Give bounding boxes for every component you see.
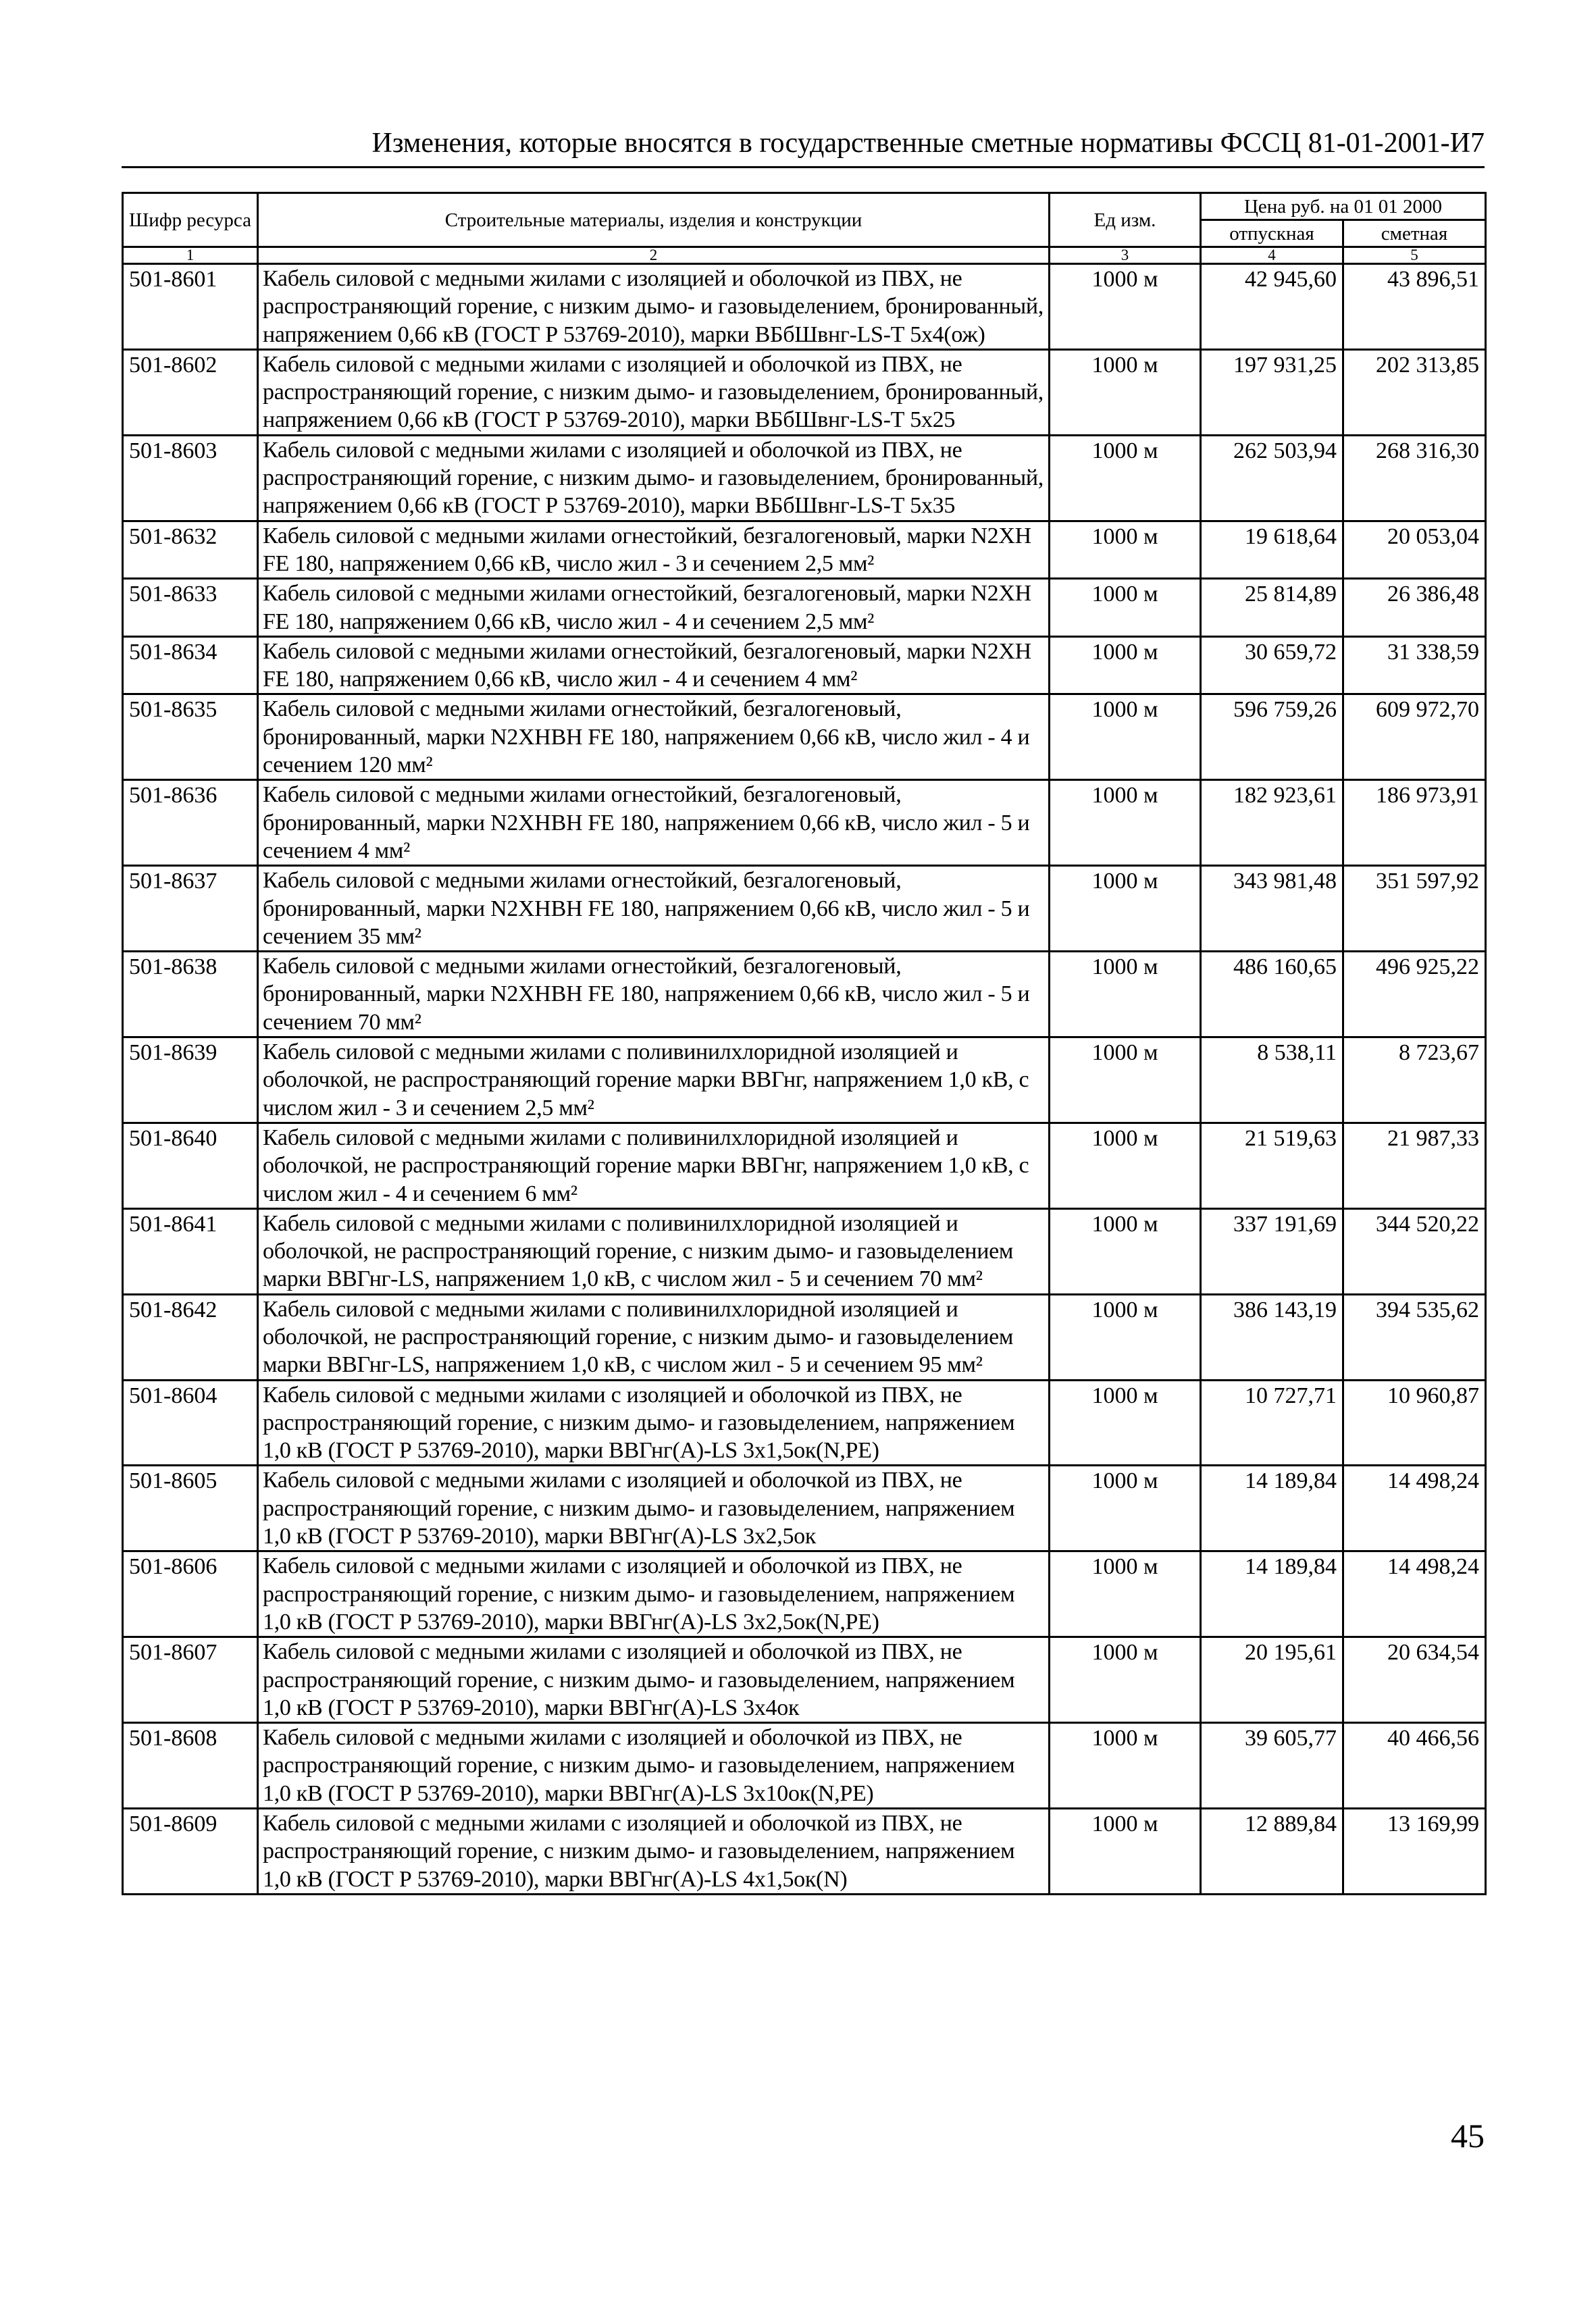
price-estimate: 394 535,62 bbox=[1343, 1294, 1486, 1380]
table-row bbox=[123, 1123, 1486, 1208]
unit-of-measure: 1000 м bbox=[1050, 1466, 1201, 1551]
col-header-price-release: отпускная bbox=[1201, 220, 1343, 247]
price-estimate: 20 053,04 bbox=[1343, 521, 1486, 579]
table-row bbox=[123, 1380, 1486, 1466]
unit-of-measure: 1000 м bbox=[1050, 1551, 1201, 1637]
resource-description: Кабель силовой с медными жилами с изоляцией и оболочкой из ПВХ, не распространяющий горение, с низким дымо- и газовыделением, бронированный, напряжением 0,66 кВ (ГОСТ Р 53769-2010), марки ВБбШвнг-LS-Т 5х25 bbox=[258, 349, 1050, 435]
resource-code: 501-8607 bbox=[123, 1637, 258, 1723]
resource-code: 501-8641 bbox=[123, 1208, 258, 1294]
col-number-2: 2 bbox=[258, 247, 1050, 264]
table-row bbox=[123, 866, 1486, 952]
table-row bbox=[123, 1208, 1486, 1294]
resource-description: Кабель силовой с медными жилами с поливинилхлоридной изоляцией и оболочкой, не распространяющий горение, с низким дымо- и газовыделением марки ВВГнг-LS, напряжением 1,0 кВ, с числом жил - 5 и сечением 70 мм² bbox=[258, 1208, 1050, 1294]
price-estimate: 14 498,24 bbox=[1343, 1466, 1486, 1551]
price-estimate: 43 896,51 bbox=[1343, 264, 1486, 350]
price-release: 14 189,84 bbox=[1201, 1551, 1343, 1637]
resource-code: 501-8602 bbox=[123, 349, 258, 435]
price-release: 262 503,94 bbox=[1201, 435, 1343, 521]
resource-description: Кабель силовой с медными жилами огнестойкий, безгалогеновый, бронированный, марки N2XHBH FE 180, напряжением 0,66 кВ, число жил - 5 и сечением 4 мм² bbox=[258, 780, 1050, 866]
table-row bbox=[123, 780, 1486, 866]
price-release: 39 605,77 bbox=[1201, 1723, 1343, 1809]
col-number-1: 1 bbox=[123, 247, 258, 264]
price-estimate: 344 520,22 bbox=[1343, 1208, 1486, 1294]
resource-description: Кабель силовой с медными жилами с изоляцией и оболочкой из ПВХ, не распространяющий горение, с низким дымо- и газовыделением, напряжением 1,0 кВ (ГОСТ Р 53769-2010), марки ВВГнг(А)-LS 3х10ок(N,PE) bbox=[258, 1723, 1050, 1809]
resource-code: 501-8638 bbox=[123, 952, 258, 1037]
price-estimate: 609 972,70 bbox=[1343, 694, 1486, 780]
price-estimate: 26 386,48 bbox=[1343, 579, 1486, 637]
price-release: 20 195,61 bbox=[1201, 1637, 1343, 1723]
table-row bbox=[123, 636, 1486, 694]
resource-price-table bbox=[122, 192, 1487, 1895]
table-row bbox=[123, 1037, 1486, 1123]
price-release: 197 931,25 bbox=[1201, 349, 1343, 435]
col-header-code: Шифр ресурса bbox=[123, 193, 258, 247]
price-release: 25 814,89 bbox=[1201, 579, 1343, 637]
col-header-price-group: Цена руб. на 01 01 2000 bbox=[1201, 193, 1486, 220]
resource-description: Кабель силовой с медными жилами с поливинилхлоридной изоляцией и оболочкой, не распространяющий горение, с низким дымо- и газовыделением марки ВВГнг-LS, напряжением 1,0 кВ, с числом жил - 5 и сечением 95 мм² bbox=[258, 1294, 1050, 1380]
unit-of-measure: 1000 м bbox=[1050, 1123, 1201, 1208]
col-number-3: 3 bbox=[1050, 247, 1201, 264]
price-release: 42 945,60 bbox=[1201, 264, 1343, 350]
unit-of-measure: 1000 м bbox=[1050, 1037, 1201, 1123]
resource-description: Кабель силовой с медными жилами огнестойкий, безгалогеновый, бронированный, марки N2XHBH FE 180, напряжением 0,66 кВ, число жил - 5 и сечением 70 мм² bbox=[258, 952, 1050, 1037]
table-row bbox=[123, 521, 1486, 579]
table-row bbox=[123, 579, 1486, 637]
price-release: 19 618,64 bbox=[1201, 521, 1343, 579]
resource-description: Кабель силовой с медными жилами с изоляцией и оболочкой из ПВХ, не распространяющий горение, с низким дымо- и газовыделением, бронированный, напряжением 0,66 кВ (ГОСТ Р 53769-2010), марки ВБбШвнг-LS-Т 5х4(ож) bbox=[258, 264, 1050, 350]
resource-code: 501-8637 bbox=[123, 866, 258, 952]
price-release: 182 923,61 bbox=[1201, 780, 1343, 866]
unit-of-measure: 1000 м bbox=[1050, 1637, 1201, 1723]
table-row bbox=[123, 264, 1486, 350]
resource-code: 501-8605 bbox=[123, 1466, 258, 1551]
resource-code: 501-8601 bbox=[123, 264, 258, 350]
table-row bbox=[123, 694, 1486, 780]
resource-code: 501-8632 bbox=[123, 521, 258, 579]
resource-description: Кабель силовой с медными жилами с поливинилхлоридной изоляцией и оболочкой, не распространяющий горение марки ВВГнг, напряжением 1,0 кВ, с числом жил - 4 и сечением 6 мм² bbox=[258, 1123, 1050, 1208]
unit-of-measure: 1000 м bbox=[1050, 1723, 1201, 1809]
resource-code: 501-8640 bbox=[123, 1123, 258, 1208]
resource-description: Кабель силовой с медными жилами огнестойкий, безгалогеновый, марки N2XH FE 180, напряжением 0,66 кВ, число жил - 4 и сечением 2,5 мм² bbox=[258, 579, 1050, 637]
table-row bbox=[123, 435, 1486, 521]
table-row bbox=[123, 1637, 1486, 1723]
price-estimate: 31 338,59 bbox=[1343, 636, 1486, 694]
resource-description: Кабель силовой с медными жилами огнестойкий, безгалогеновый, бронированный, марки N2XHBH FE 180, напряжением 0,66 кВ, число жил - 4 и сечением 120 мм² bbox=[258, 694, 1050, 780]
price-estimate: 202 313,85 bbox=[1343, 349, 1486, 435]
price-estimate: 21 987,33 bbox=[1343, 1123, 1486, 1208]
unit-of-measure: 1000 м bbox=[1050, 579, 1201, 637]
resource-code: 501-8633 bbox=[123, 579, 258, 637]
resource-description: Кабель силовой с медными жилами с изоляцией и оболочкой из ПВХ, не распространяющий горение, с низким дымо- и газовыделением, напряжением 1,0 кВ (ГОСТ Р 53769-2010), марки ВВГнг(А)-LS 3х4ок bbox=[258, 1637, 1050, 1723]
price-estimate: 186 973,91 bbox=[1343, 780, 1486, 866]
unit-of-measure: 1000 м bbox=[1050, 1294, 1201, 1380]
price-estimate: 351 597,92 bbox=[1343, 866, 1486, 952]
price-release: 386 143,19 bbox=[1201, 1294, 1343, 1380]
resource-description: Кабель силовой с медными жилами с изоляцией и оболочкой из ПВХ, не распространяющий горение, с низким дымо- и газовыделением, напряжением 1,0 кВ (ГОСТ Р 53769-2010), марки ВВГнг(А)-LS 4х1,5ок(N) bbox=[258, 1809, 1050, 1895]
price-estimate: 14 498,24 bbox=[1343, 1551, 1486, 1637]
resource-description: Кабель силовой с медными жилами с изоляцией и оболочкой из ПВХ, не распространяющий горение, с низким дымо- и газовыделением, напряжением 1,0 кВ (ГОСТ Р 53769-2010), марки ВВГнг(А)-LS 3х2,5ок bbox=[258, 1466, 1050, 1551]
price-release: 30 659,72 bbox=[1201, 636, 1343, 694]
col-number-4: 4 bbox=[1201, 247, 1343, 264]
resource-code: 501-8609 bbox=[123, 1809, 258, 1895]
table-row bbox=[123, 1294, 1486, 1380]
unit-of-measure: 1000 м bbox=[1050, 521, 1201, 579]
resource-description: Кабель силовой с медными жилами с изоляцией и оболочкой из ПВХ, не распространяющий горение, с низким дымо- и газовыделением, бронированный, напряжением 0,66 кВ (ГОСТ Р 53769-2010), марки ВБбШвнг-LS-Т 5х35 bbox=[258, 435, 1050, 521]
unit-of-measure: 1000 м bbox=[1050, 866, 1201, 952]
resource-description: Кабель силовой с медными жилами огнестойкий, безгалогеновый, марки N2XH FE 180, напряжением 0,66 кВ, число жил - 4 и сечением 4 мм² bbox=[258, 636, 1050, 694]
unit-of-measure: 1000 м bbox=[1050, 435, 1201, 521]
price-release: 14 189,84 bbox=[1201, 1466, 1343, 1551]
unit-of-measure: 1000 м bbox=[1050, 1809, 1201, 1895]
price-release: 10 727,71 bbox=[1201, 1380, 1343, 1466]
price-estimate: 20 634,54 bbox=[1343, 1637, 1486, 1723]
price-estimate: 8 723,67 bbox=[1343, 1037, 1486, 1123]
price-estimate: 13 169,99 bbox=[1343, 1809, 1486, 1895]
price-release: 596 759,26 bbox=[1201, 694, 1343, 780]
price-estimate: 496 925,22 bbox=[1343, 952, 1486, 1037]
resource-code: 501-8634 bbox=[123, 636, 258, 694]
resource-code: 501-8635 bbox=[123, 694, 258, 780]
resource-description: Кабель силовой с медными жилами с поливинилхлоридной изоляцией и оболочкой, не распространяющий горение марки ВВГнг, напряжением 1,0 кВ, с числом жил - 3 и сечением 2,5 мм² bbox=[258, 1037, 1050, 1123]
resource-description: Кабель силовой с медными жилами с изоляцией и оболочкой из ПВХ, не распространяющий горение, с низким дымо- и газовыделением, напряжением 1,0 кВ (ГОСТ Р 53769-2010), марки ВВГнг(А)-LS 3х1,5ок(N,PE) bbox=[258, 1380, 1050, 1466]
col-header-unit: Ед изм. bbox=[1050, 193, 1201, 247]
unit-of-measure: 1000 м bbox=[1050, 780, 1201, 866]
page-number: 45 bbox=[1451, 2117, 1485, 2155]
unit-of-measure: 1000 м bbox=[1050, 1208, 1201, 1294]
resource-code: 501-8639 bbox=[123, 1037, 258, 1123]
unit-of-measure: 1000 м bbox=[1050, 636, 1201, 694]
unit-of-measure: 1000 м bbox=[1050, 694, 1201, 780]
page-header-title: Изменения, которые вносятся в государственные сметные нормативы ФССЦ 81-01-2001-И7 bbox=[371, 128, 1485, 159]
unit-of-measure: 1000 м bbox=[1050, 1380, 1201, 1466]
table-row bbox=[123, 1466, 1486, 1551]
header-divider bbox=[122, 166, 1485, 168]
table-row bbox=[123, 1551, 1486, 1637]
price-release: 8 538,11 bbox=[1201, 1037, 1343, 1123]
unit-of-measure: 1000 м bbox=[1050, 349, 1201, 435]
price-estimate: 268 316,30 bbox=[1343, 435, 1486, 521]
resource-code: 501-8603 bbox=[123, 435, 258, 521]
table-row bbox=[123, 952, 1486, 1037]
resource-code: 501-8606 bbox=[123, 1551, 258, 1637]
table-row bbox=[123, 1809, 1486, 1895]
price-release: 343 981,48 bbox=[1201, 866, 1343, 952]
resource-code: 501-8636 bbox=[123, 780, 258, 866]
price-estimate: 40 466,56 bbox=[1343, 1723, 1486, 1809]
price-release: 21 519,63 bbox=[1201, 1123, 1343, 1208]
unit-of-measure: 1000 м bbox=[1050, 952, 1201, 1037]
col-header-name: Строительные материалы, изделия и конструкции bbox=[258, 193, 1050, 247]
resource-description: Кабель силовой с медными жилами огнестойкий, безгалогеновый, марки N2XH FE 180, напряжением 0,66 кВ, число жил - 3 и сечением 2,5 мм² bbox=[258, 521, 1050, 579]
price-release: 337 191,69 bbox=[1201, 1208, 1343, 1294]
price-release: 486 160,65 bbox=[1201, 952, 1343, 1037]
resource-description: Кабель силовой с медными жилами огнестойкий, безгалогеновый, бронированный, марки N2XHBH FE 180, напряжением 0,66 кВ, число жил - 5 и сечением 35 мм² bbox=[258, 866, 1050, 952]
price-estimate: 10 960,87 bbox=[1343, 1380, 1486, 1466]
col-header-price-estimate: сметная bbox=[1343, 220, 1486, 247]
resource-description: Кабель силовой с медными жилами с изоляцией и оболочкой из ПВХ, не распространяющий горение, с низким дымо- и газовыделением, напряжением 1,0 кВ (ГОСТ Р 53769-2010), марки ВВГнг(А)-LS 3х2,5ок(N,PE) bbox=[258, 1551, 1050, 1637]
price-release: 12 889,84 bbox=[1201, 1809, 1343, 1895]
unit-of-measure: 1000 м bbox=[1050, 264, 1201, 350]
table-row bbox=[123, 1723, 1486, 1809]
col-number-5: 5 bbox=[1343, 247, 1486, 264]
resource-code: 501-8608 bbox=[123, 1723, 258, 1809]
resource-code: 501-8604 bbox=[123, 1380, 258, 1466]
table-body bbox=[123, 264, 1486, 1895]
resource-code: 501-8642 bbox=[123, 1294, 258, 1380]
table-row bbox=[123, 349, 1486, 435]
